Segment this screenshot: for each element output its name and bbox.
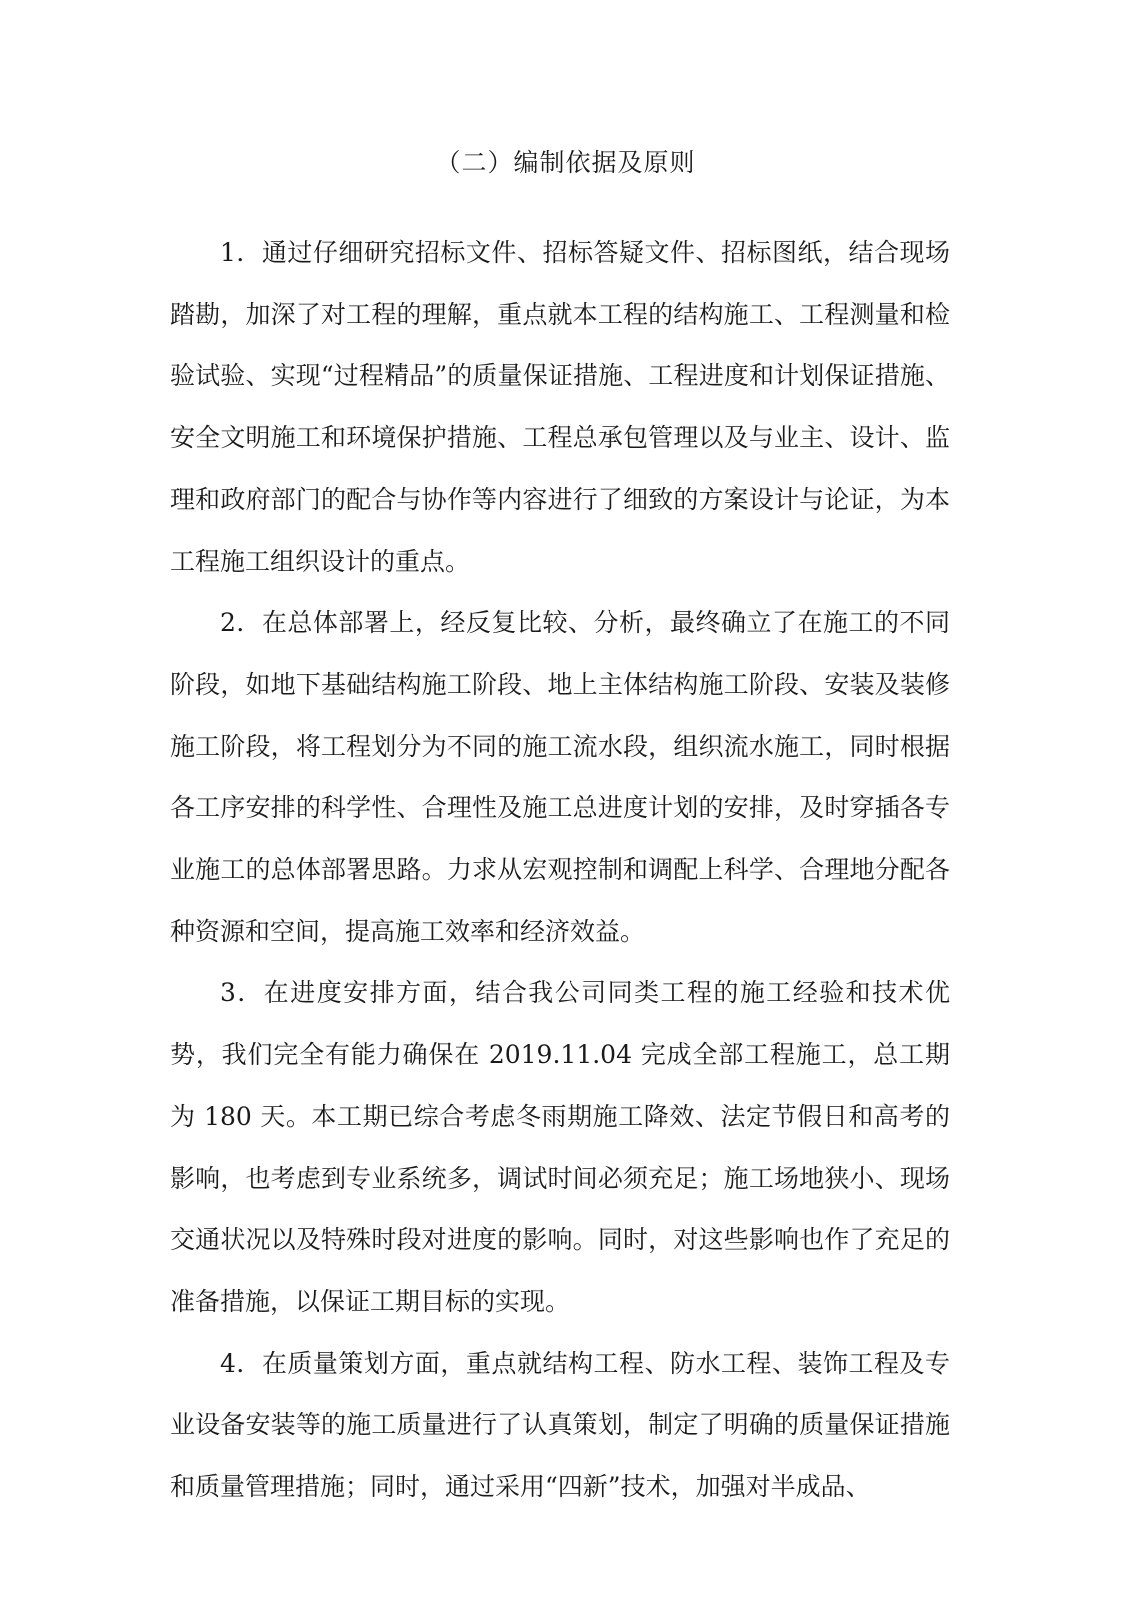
document-body xyxy=(170,222,950,1518)
paragraph-4: 4．在质量策划方面，重点就结构工程、防水工程、装饰工程及专业设备安装等的施工质量进行了认真策划，制定了明确的质量保证措施和质量管理措施；同时，通过采用“四新”技术，加强对半成品、 xyxy=(170,1348,950,1502)
section-heading: （二）编制依据及原则 xyxy=(435,148,696,177)
paragraph-1: 1．通过仔细研究招标文件、招标答疑文件、招标图纸，结合现场踏勘，加深了对工程的理解，重点就本工程的结构施工、工程测量和检验试验、实现“过程精品”的质量保证措施、工程进度和计划保证措施、安全文明施工和环境保护措施、工程总承包管理以及与业主、设计、监理和政府部门的配合与协作等内容进行了细致的方案设计与论证，为本工程施工组织设计的重点。 xyxy=(170,238,950,576)
paragraph-3: 3．在进度安排方面，结合我公司同类工程的施工经验和技术优势，我们完全有能力确保在 2019.11.04 完成全部工程施工，总工期为 180 天。本工期已综合考虑冬雨期施工降效、法定节假日和高考的影响，也考虑到专业系统多，调试时间必须充足；施工场地狭小、现场交通状况以及特殊时段对进度的影响。同时，对这些影响也作了充足的准备措施，以保证工期目标的实现。 xyxy=(170,978,950,1316)
paragraph-2: 2．在总体部署上，经反复比较、分析，最终确立了在施工的不同阶段，如地下基础结构施工阶段、地上主体结构施工阶段、安装及装修施工阶段，将工程划分为不同的施工流水段，组织流水施工，同时根据各工序安排的科学性、合理性及施工总进度计划的安排，及时穿插各专业施工的总体部署思路。力求从宏观控制和调配上科学、合理地分配各种资源和空间，提高施工效率和经济效益。 xyxy=(170,608,950,946)
